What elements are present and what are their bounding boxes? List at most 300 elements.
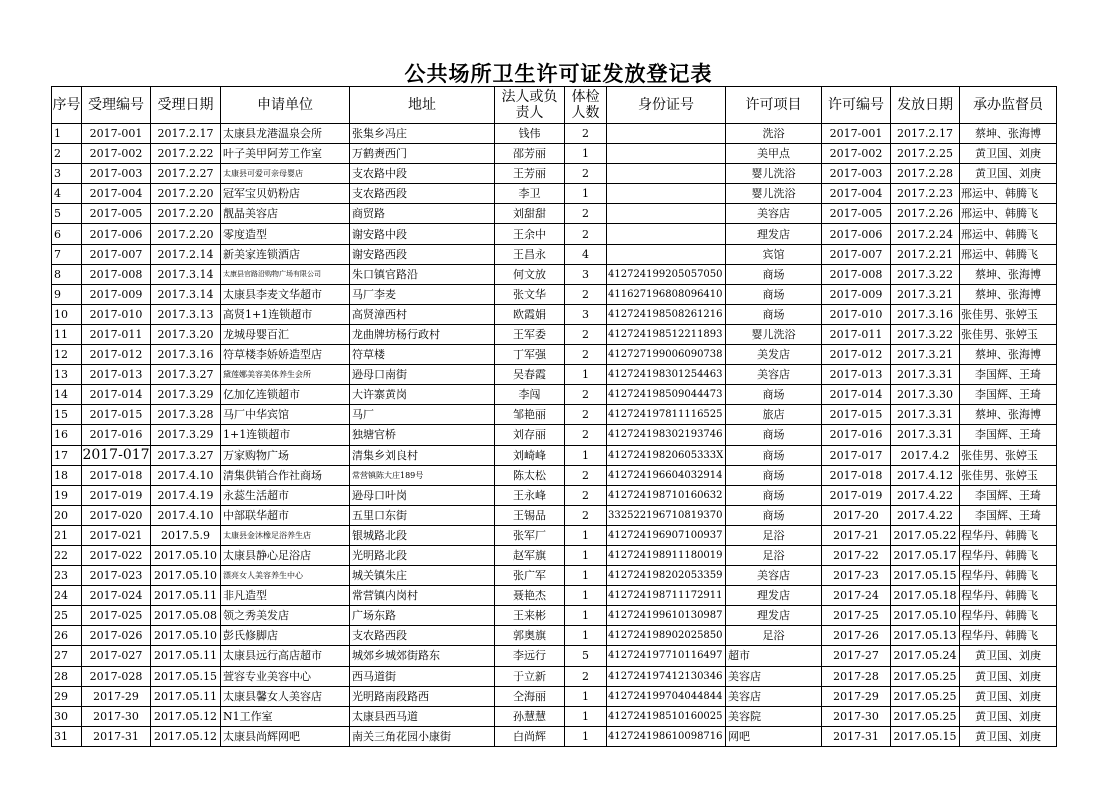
header-exam-count: 体检人数 <box>565 87 607 124</box>
cell-issue-date: 2017.3.31 <box>891 405 960 425</box>
cell-supervisor: 邢运中、韩腾飞 <box>960 204 1057 224</box>
header-address: 地址 <box>350 87 495 124</box>
cell-accept-date: 2017.05.11 <box>151 646 221 666</box>
cell-id-number: 412724196604032914 <box>607 465 726 485</box>
cell-permit-no: 2017-29 <box>822 686 891 706</box>
cell-seq: 2 <box>52 144 82 164</box>
cell-accept-no: 2017-015 <box>82 405 151 425</box>
cell-accept-no: 2017-013 <box>82 365 151 385</box>
cell-accept-no: 2017-001 <box>82 124 151 144</box>
cell-address: 万鹤赉西门 <box>350 144 495 164</box>
cell-issue-date: 2017.05.17 <box>891 545 960 565</box>
cell-issue-date: 2017.05.10 <box>891 606 960 626</box>
cell-legal-person: 吴春霞 <box>495 365 565 385</box>
cell-accept-date: 2017.3.27 <box>151 365 221 385</box>
cell-accept-no: 2017-29 <box>82 686 151 706</box>
cell-seq: 8 <box>52 264 82 284</box>
cell-permit-no: 2017-005 <box>822 204 891 224</box>
cell-address: 龙曲牌坊杨行政村 <box>350 324 495 344</box>
cell-issue-date: 2017.3.22 <box>891 264 960 284</box>
cell-supervisor: 程华丹、韩腾飞 <box>960 586 1057 606</box>
cell-accept-no: 2017-011 <box>82 324 151 344</box>
cell-permit-item: 商场 <box>726 264 822 284</box>
cell-id-number: 412724198911180019 <box>607 545 726 565</box>
cell-issue-date: 2017.2.17 <box>891 124 960 144</box>
cell-supervisor: 李国辉、王琦 <box>960 485 1057 505</box>
cell-permit-item: 美容店 <box>726 666 822 686</box>
header-issue-date: 发放日期 <box>891 87 960 124</box>
cell-address: 常营镇内岗村 <box>350 586 495 606</box>
cell-applicant: 新美家连锁酒店 <box>221 244 350 264</box>
table-body <box>52 124 1057 747</box>
cell-permit-no: 2017-20 <box>822 505 891 525</box>
cell-exam-count: 1 <box>565 144 607 164</box>
table-row <box>52 726 1057 746</box>
cell-accept-no: 2017-018 <box>82 465 151 485</box>
cell-exam-count: 1 <box>565 545 607 565</box>
cell-supervisor: 蔡坤、张海博 <box>960 264 1057 284</box>
cell-permit-no: 2017-013 <box>822 365 891 385</box>
cell-issue-date: 2017.3.30 <box>891 385 960 405</box>
cell-legal-person: 李卫 <box>495 184 565 204</box>
cell-accept-no: 2017-010 <box>82 304 151 324</box>
cell-address: 五里口东街 <box>350 505 495 525</box>
cell-address: 南关三角花园小康街 <box>350 726 495 746</box>
table-row <box>52 164 1057 184</box>
cell-address: 张集乡冯庄 <box>350 124 495 144</box>
cell-address: 朱口镇官路沿 <box>350 264 495 284</box>
cell-legal-person: 何文放 <box>495 264 565 284</box>
header-permit-item: 许可项目 <box>726 87 822 124</box>
cell-legal-person: 郭奥旗 <box>495 626 565 646</box>
cell-address: 逊母口叶岗 <box>350 485 495 505</box>
cell-permit-item: 理发店 <box>726 224 822 244</box>
cell-legal-person: 张文华 <box>495 284 565 304</box>
header-legal-person: 法人或负责人 <box>495 87 565 124</box>
cell-id-number <box>607 244 726 264</box>
header-supervisor: 承办监督员 <box>960 87 1057 124</box>
cell-permit-item: 超市 <box>726 646 822 666</box>
cell-seq: 14 <box>52 385 82 405</box>
cell-applicant: 太康县官路沿购物广场有限公司 <box>221 264 350 284</box>
cell-supervisor: 李国辉、王琦 <box>960 505 1057 525</box>
cell-permit-no: 2017-31 <box>822 726 891 746</box>
cell-address: 高贤漳西村 <box>350 304 495 324</box>
cell-seq: 12 <box>52 345 82 365</box>
cell-issue-date: 2017.3.31 <box>891 365 960 385</box>
cell-accept-date: 2017.3.13 <box>151 304 221 324</box>
cell-issue-date: 2017.3.21 <box>891 284 960 304</box>
cell-supervisor: 黄卫国、刘庚 <box>960 144 1057 164</box>
cell-applicant: 靓晶美容店 <box>221 204 350 224</box>
cell-id-number: 412724198610098716 <box>607 726 726 746</box>
cell-id-number: 412724198509044473 <box>607 385 726 405</box>
cell-exam-count: 1 <box>565 365 607 385</box>
cell-permit-item: 婴儿洗浴 <box>726 184 822 204</box>
cell-seq: 29 <box>52 686 82 706</box>
cell-id-number: 412724198508261216 <box>607 304 726 324</box>
cell-seq: 25 <box>52 606 82 626</box>
cell-permit-no: 2017-008 <box>822 264 891 284</box>
cell-permit-no: 2017-22 <box>822 545 891 565</box>
cell-permit-no: 2017-001 <box>822 124 891 144</box>
cell-issue-date: 2017.4.22 <box>891 485 960 505</box>
cell-accept-date: 2017.05.10 <box>151 626 221 646</box>
cell-issue-date: 2017.4.2 <box>891 445 960 465</box>
cell-seq: 21 <box>52 525 82 545</box>
cell-permit-no: 2017-015 <box>822 405 891 425</box>
cell-id-number <box>607 184 726 204</box>
cell-issue-date: 2017.05.25 <box>891 666 960 686</box>
cell-exam-count: 2 <box>565 324 607 344</box>
cell-accept-no: 2017-009 <box>82 284 151 304</box>
cell-accept-date: 2017.2.14 <box>151 244 221 264</box>
cell-permit-item: 宾馆 <box>726 244 822 264</box>
cell-accept-date: 2017.05.12 <box>151 706 221 726</box>
cell-id-number: 412724197811116525 <box>607 405 726 425</box>
table-row <box>52 284 1057 304</box>
cell-legal-person: 邵芳丽 <box>495 144 565 164</box>
cell-id-number <box>607 144 726 164</box>
cell-accept-date: 2017.3.16 <box>151 345 221 365</box>
cell-permit-no: 2017-24 <box>822 586 891 606</box>
cell-seq: 10 <box>52 304 82 324</box>
cell-id-number: 412724199205057050 <box>607 264 726 284</box>
cell-address: 商贸路 <box>350 204 495 224</box>
cell-address: 大许寨黄岗 <box>350 385 495 405</box>
cell-permit-no: 2017-003 <box>822 164 891 184</box>
cell-accept-no: 2017-003 <box>82 164 151 184</box>
cell-legal-person: 于立新 <box>495 666 565 686</box>
cell-id-number: 412724198302193746 <box>607 425 726 445</box>
cell-supervisor: 黄卫国、刘庚 <box>960 666 1057 686</box>
cell-supervisor: 黄卫国、刘庚 <box>960 646 1057 666</box>
cell-applicant: 叶子美甲阿芳工作室 <box>221 144 350 164</box>
cell-applicant: 太康县尚辉网吧 <box>221 726 350 746</box>
cell-seq: 17 <box>52 445 82 465</box>
cell-seq: 20 <box>52 505 82 525</box>
cell-exam-count: 3 <box>565 304 607 324</box>
table-row <box>52 124 1057 144</box>
cell-accept-date: 2017.05.12 <box>151 726 221 746</box>
cell-supervisor: 黄卫国、刘庚 <box>960 164 1057 184</box>
cell-applicant: 龙城母婴百汇 <box>221 324 350 344</box>
table-row <box>52 304 1057 324</box>
cell-legal-person: 聂艳杰 <box>495 586 565 606</box>
cell-supervisor: 蔡坤、张海博 <box>960 345 1057 365</box>
cell-exam-count: 2 <box>565 124 607 144</box>
cell-id-number: 332522196710819370 <box>607 505 726 525</box>
cell-permit-no: 2017-016 <box>822 425 891 445</box>
cell-permit-item: 理发店 <box>726 606 822 626</box>
cell-legal-person: 丁军强 <box>495 345 565 365</box>
cell-seq: 27 <box>52 646 82 666</box>
cell-applicant: 1+1连锁超市 <box>221 425 350 445</box>
cell-supervisor: 程华丹、韩腾飞 <box>960 545 1057 565</box>
cell-legal-person: 赵军旗 <box>495 545 565 565</box>
cell-permit-no: 2017-017 <box>822 445 891 465</box>
table-row <box>52 345 1057 365</box>
cell-applicant: 符草楼李娇娇造型店 <box>221 345 350 365</box>
cell-legal-person: 仝海丽 <box>495 686 565 706</box>
cell-issue-date: 2017.05.24 <box>891 646 960 666</box>
cell-issue-date: 2017.2.25 <box>891 144 960 164</box>
cell-permit-item: 商场 <box>726 304 822 324</box>
cell-permit-item: 洗浴 <box>726 124 822 144</box>
cell-permit-no: 2017-21 <box>822 525 891 545</box>
cell-accept-no: 2017-012 <box>82 345 151 365</box>
table-row <box>52 405 1057 425</box>
cell-id-number <box>607 224 726 244</box>
cell-seq: 3 <box>52 164 82 184</box>
cell-accept-date: 2017.05.08 <box>151 606 221 626</box>
cell-legal-person: 刘存丽 <box>495 425 565 445</box>
cell-seq: 30 <box>52 706 82 726</box>
cell-accept-date: 2017.2.20 <box>151 184 221 204</box>
cell-supervisor: 黄卫国、刘庚 <box>960 686 1057 706</box>
cell-address: 马厂李麦 <box>350 284 495 304</box>
cell-seq: 22 <box>52 545 82 565</box>
cell-accept-date: 2017.2.27 <box>151 164 221 184</box>
cell-issue-date: 2017.3.16 <box>891 304 960 324</box>
cell-issue-date: 2017.05.25 <box>891 686 960 706</box>
cell-permit-item: 足浴 <box>726 525 822 545</box>
cell-exam-count: 1 <box>565 686 607 706</box>
cell-seq: 9 <box>52 284 82 304</box>
cell-exam-count: 2 <box>565 204 607 224</box>
cell-applicant: 太康县馨女人美容店 <box>221 686 350 706</box>
cell-legal-person: 王军委 <box>495 324 565 344</box>
cell-accept-no: 2017-004 <box>82 184 151 204</box>
cell-accept-no: 2017-022 <box>82 545 151 565</box>
cell-supervisor: 邢运中、韩腾飞 <box>960 184 1057 204</box>
cell-accept-date: 2017.3.28 <box>151 405 221 425</box>
cell-legal-person: 王芳丽 <box>495 164 565 184</box>
cell-applicant: 太康县李麦文华超市 <box>221 284 350 304</box>
cell-applicant: 非凡造型 <box>221 586 350 606</box>
cell-legal-person: 王永峰 <box>495 485 565 505</box>
cell-seq: 31 <box>52 726 82 746</box>
cell-permit-no: 2017-019 <box>822 485 891 505</box>
table-header <box>52 87 1057 124</box>
cell-id-number: 412724199610130987 <box>607 606 726 626</box>
cell-issue-date: 2017.3.21 <box>891 345 960 365</box>
cell-accept-no: 2017-005 <box>82 204 151 224</box>
cell-accept-date: 2017.2.22 <box>151 144 221 164</box>
cell-accept-date: 2017.4.10 <box>151 505 221 525</box>
table-row <box>52 525 1057 545</box>
cell-seq: 1 <box>52 124 82 144</box>
cell-applicant: 漂亮女人美容养生中心 <box>221 566 350 586</box>
cell-exam-count: 3 <box>565 264 607 284</box>
cell-permit-item: 足浴 <box>726 545 822 565</box>
header-applicant: 申请单位 <box>221 87 350 124</box>
cell-supervisor: 程华丹、韩腾飞 <box>960 566 1057 586</box>
table-row <box>52 264 1057 284</box>
header-id-number: 身份证号 <box>607 87 726 124</box>
cell-accept-date: 2017.2.20 <box>151 224 221 244</box>
cell-exam-count: 1 <box>565 626 607 646</box>
header-accept-no: 受理编号 <box>82 87 151 124</box>
cell-address: 城关镇朱庄 <box>350 566 495 586</box>
cell-permit-item: 商场 <box>726 485 822 505</box>
cell-issue-date: 2017.05.18 <box>891 586 960 606</box>
cell-issue-date: 2017.4.12 <box>891 465 960 485</box>
cell-seq: 6 <box>52 224 82 244</box>
cell-id-number: 412724199704044844 <box>607 686 726 706</box>
cell-exam-count: 1 <box>565 706 607 726</box>
cell-accept-date: 2017.5.9 <box>151 525 221 545</box>
cell-issue-date: 2017.4.22 <box>891 505 960 525</box>
cell-permit-no: 2017-007 <box>822 244 891 264</box>
cell-permit-no: 2017-26 <box>822 626 891 646</box>
cell-address: 光明路南段路西 <box>350 686 495 706</box>
cell-legal-person: 王昌永 <box>495 244 565 264</box>
cell-accept-date: 2017.2.20 <box>151 204 221 224</box>
cell-permit-item: 理发店 <box>726 586 822 606</box>
table-row <box>52 204 1057 224</box>
cell-accept-no: 2017-014 <box>82 385 151 405</box>
cell-supervisor: 李国辉、王琦 <box>960 425 1057 445</box>
cell-accept-date: 2017.3.14 <box>151 264 221 284</box>
cell-permit-no: 2017-002 <box>822 144 891 164</box>
cell-permit-no: 2017-27 <box>822 646 891 666</box>
table-row <box>52 385 1057 405</box>
cell-permit-item: 商场 <box>726 425 822 445</box>
cell-applicant: 零度造型 <box>221 224 350 244</box>
cell-seq: 28 <box>52 666 82 686</box>
cell-id-number: 41272419820605333X <box>607 445 726 465</box>
table-row <box>52 505 1057 525</box>
table-row <box>52 244 1057 264</box>
cell-permit-item: 商场 <box>726 284 822 304</box>
cell-supervisor: 张佳男、张婷玉 <box>960 324 1057 344</box>
cell-legal-person: 邹艳丽 <box>495 405 565 425</box>
cell-permit-item: 婴儿洗浴 <box>726 164 822 184</box>
cell-applicant: 太康县龙港温泉会所 <box>221 124 350 144</box>
cell-exam-count: 1 <box>565 586 607 606</box>
cell-issue-date: 2017.2.23 <box>891 184 960 204</box>
cell-exam-count: 2 <box>565 465 607 485</box>
cell-accept-no: 2017-026 <box>82 626 151 646</box>
cell-legal-person: 王来彬 <box>495 606 565 626</box>
cell-applicant: 太康县金沐橡足浴养生店 <box>221 525 350 545</box>
table-row <box>52 324 1057 344</box>
table-row <box>52 485 1057 505</box>
cell-id-number: 412727199006090738 <box>607 345 726 365</box>
cell-accept-date: 2017.3.20 <box>151 324 221 344</box>
cell-supervisor: 蔡坤、张海博 <box>960 405 1057 425</box>
cell-accept-no: 2017-020 <box>82 505 151 525</box>
cell-address: 符草楼 <box>350 345 495 365</box>
cell-exam-count: 2 <box>565 164 607 184</box>
cell-accept-date: 2017.3.27 <box>151 445 221 465</box>
cell-issue-date: 2017.05.13 <box>891 626 960 646</box>
cell-applicant: 太康县静心足浴店 <box>221 545 350 565</box>
cell-seq: 7 <box>52 244 82 264</box>
cell-permit-item: 美容店 <box>726 365 822 385</box>
cell-legal-person: 张广军 <box>495 566 565 586</box>
cell-accept-date: 2017.05.11 <box>151 686 221 706</box>
table-row <box>52 606 1057 626</box>
cell-address: 谢安路中段 <box>350 224 495 244</box>
cell-seq: 15 <box>52 405 82 425</box>
cell-applicant: 马厂中华宾馆 <box>221 405 350 425</box>
cell-permit-item: 美容店 <box>726 686 822 706</box>
cell-permit-item: 商场 <box>726 445 822 465</box>
cell-applicant: N1工作室 <box>221 706 350 726</box>
cell-issue-date: 2017.3.31 <box>891 425 960 445</box>
cell-permit-no: 2017-25 <box>822 606 891 626</box>
cell-permit-no: 2017-30 <box>822 706 891 726</box>
cell-issue-date: 2017.3.22 <box>891 324 960 344</box>
cell-address: 马厂 <box>350 405 495 425</box>
cell-legal-person: 李闯 <box>495 385 565 405</box>
cell-exam-count: 2 <box>565 284 607 304</box>
cell-supervisor: 程华丹、韩腾飞 <box>960 606 1057 626</box>
cell-address: 光明路北段 <box>350 545 495 565</box>
cell-accept-date: 2017.4.19 <box>151 485 221 505</box>
cell-legal-person: 刘甜甜 <box>495 204 565 224</box>
cell-id-number: 411627196808096410 <box>607 284 726 304</box>
cell-id-number <box>607 164 726 184</box>
cell-accept-date: 2017.3.29 <box>151 425 221 445</box>
header-row <box>52 87 1057 124</box>
cell-permit-no: 2017-004 <box>822 184 891 204</box>
cell-permit-no: 2017-011 <box>822 324 891 344</box>
cell-accept-no: 2017-021 <box>82 525 151 545</box>
cell-legal-person: 钱伟 <box>495 124 565 144</box>
cell-id-number: 412724198710160632 <box>607 485 726 505</box>
cell-address: 广场东路 <box>350 606 495 626</box>
cell-permit-no: 2017-014 <box>822 385 891 405</box>
header-seq: 序号 <box>52 87 82 124</box>
cell-seq: 26 <box>52 626 82 646</box>
cell-accept-no: 2017-025 <box>82 606 151 626</box>
table-row <box>52 465 1057 485</box>
cell-supervisor: 黄卫国、刘庚 <box>960 706 1057 726</box>
cell-address: 支农路西段 <box>350 626 495 646</box>
cell-supervisor: 程华丹、韩腾飞 <box>960 525 1057 545</box>
cell-legal-person: 王余中 <box>495 224 565 244</box>
cell-supervisor: 黄卫国、刘庚 <box>960 726 1057 746</box>
cell-legal-person: 陈太松 <box>495 465 565 485</box>
cell-supervisor: 邢运中、韩腾飞 <box>960 224 1057 244</box>
cell-permit-item: 商场 <box>726 385 822 405</box>
cell-accept-no: 2017-006 <box>82 224 151 244</box>
table-row <box>52 706 1057 726</box>
cell-id-number: 412724198510160025 <box>607 706 726 726</box>
cell-address: 谢安路西段 <box>350 244 495 264</box>
cell-id-number: 412724197710116497 <box>607 646 726 666</box>
table-row <box>52 365 1057 385</box>
table-row <box>52 545 1057 565</box>
cell-supervisor: 程华丹、韩腾飞 <box>960 626 1057 646</box>
cell-exam-count: 2 <box>565 425 607 445</box>
table-row <box>52 586 1057 606</box>
cell-accept-no: 2017-31 <box>82 726 151 746</box>
table-row <box>52 666 1057 686</box>
cell-id-number: 412724197412130346 <box>607 666 726 686</box>
cell-issue-date: 2017.05.25 <box>891 706 960 726</box>
cell-exam-count: 2 <box>565 224 607 244</box>
cell-applicant: 高贤1+1连锁超市 <box>221 304 350 324</box>
table-row <box>52 425 1057 445</box>
cell-address: 支农路西段 <box>350 184 495 204</box>
cell-legal-person: 张军厂 <box>495 525 565 545</box>
cell-address: 支农路中段 <box>350 164 495 184</box>
cell-id-number: 412724198301254463 <box>607 365 726 385</box>
